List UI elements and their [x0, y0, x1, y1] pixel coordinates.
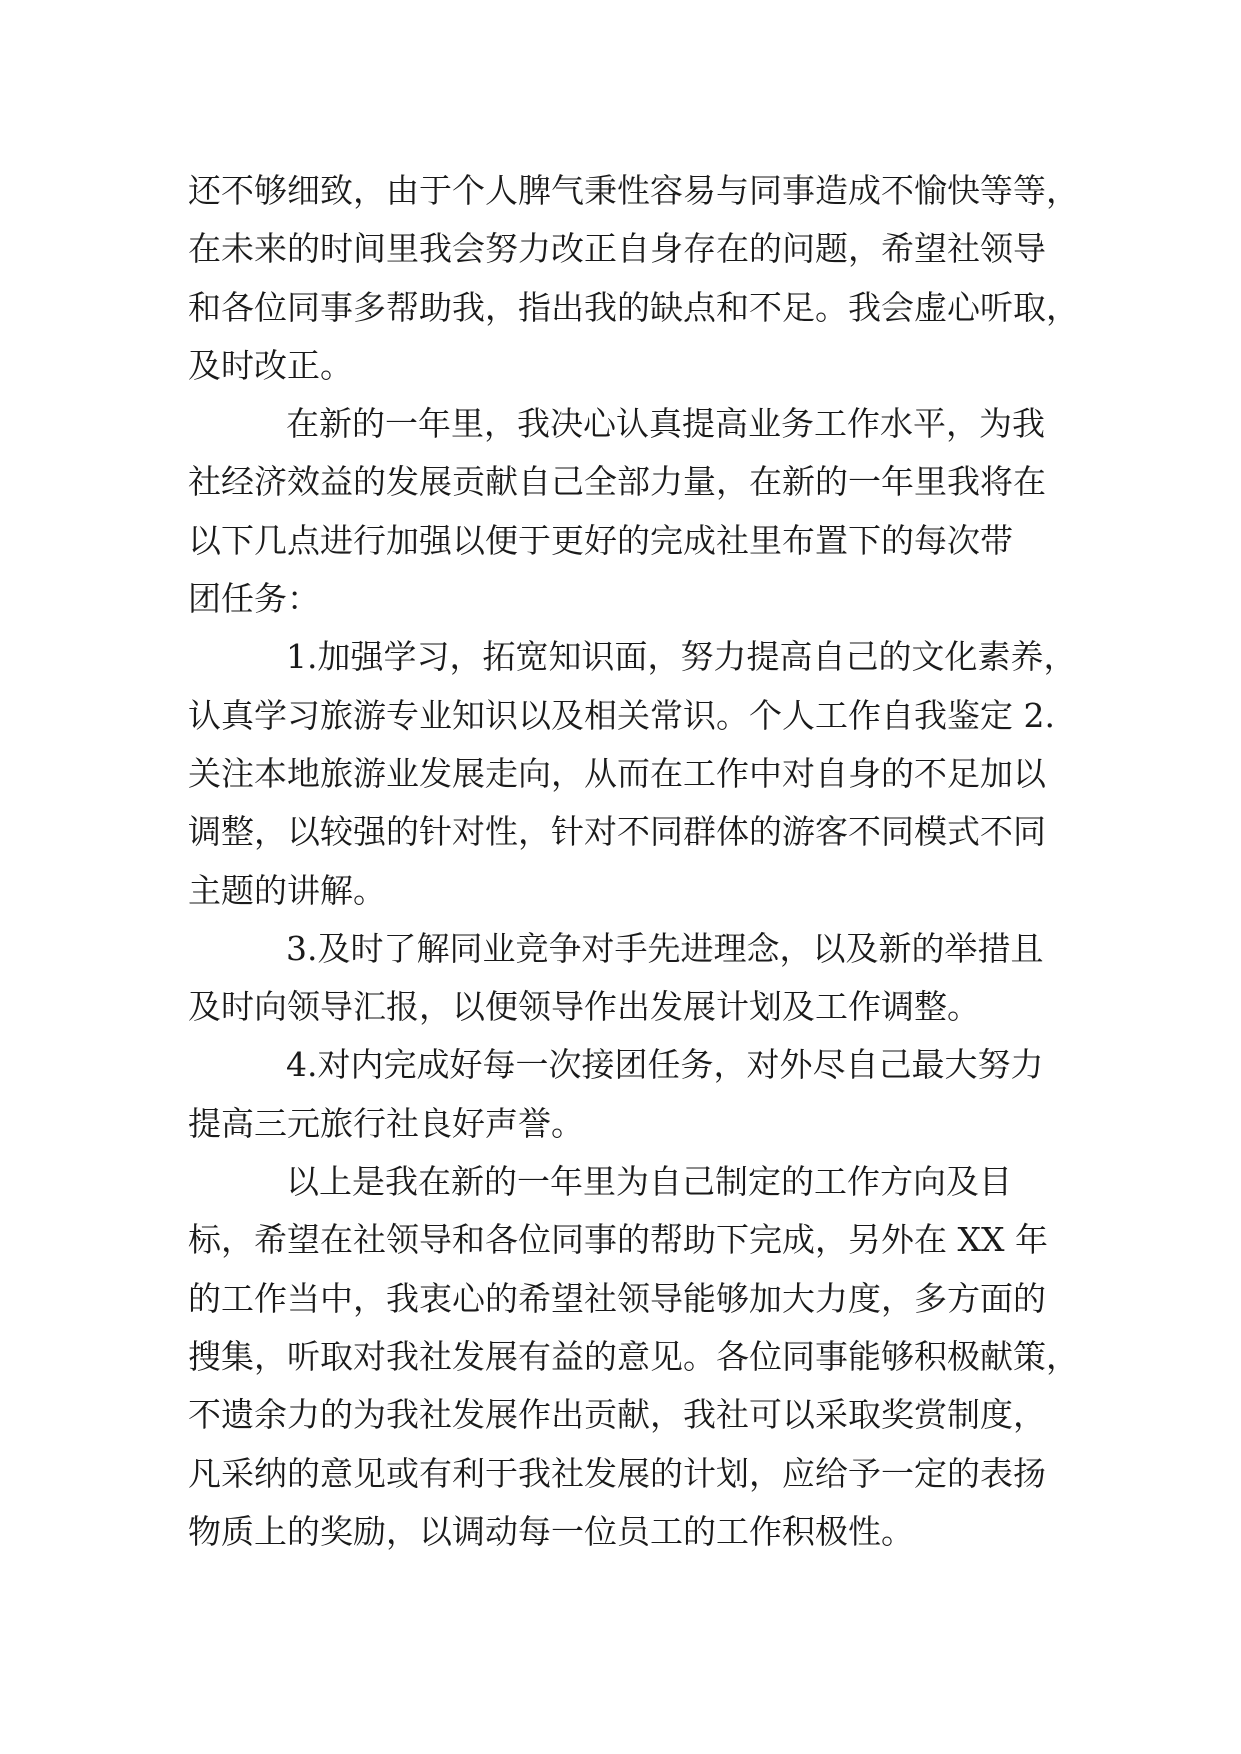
text-line: 关注本地旅游业发展走向，从而在工作中对自身的不足加以 — [188, 753, 1046, 793]
text-line: 提高三元旅行社良好声誉。 — [188, 1103, 584, 1143]
text-line: 凡采纳的意见或有利于我社发展的计划，应给予一定的表扬 — [188, 1453, 1046, 1493]
paragraph-6 — [188, 1153, 1079, 1561]
paragraph-3 — [188, 628, 1077, 919]
text-line: 在未来的时间里我会努力改正自身存在的问题，希望社领导 — [188, 229, 1046, 269]
text-line: 不遗余力的为我社发展作出贡献，我社可以采取奖赏制度， — [188, 1395, 1046, 1435]
text-line: 还不够细致，由于个人脾气秉性容易与同事造成不愉快等等， — [188, 171, 1079, 210]
text-line: 以下几点进行加强以便于更好的完成社里布置下的每次带 — [188, 520, 1013, 560]
document-body — [188, 162, 1079, 1561]
text-line: 团任务： — [188, 579, 320, 619]
text-line: 社经济效益的发展贡献自己全部力量，在新的一年里我将在 — [188, 462, 1046, 502]
text-line: 3.及时了解同业竞争对手先进理念，以及新的举措且 — [286, 928, 1044, 968]
text-line: 调整，以较强的针对性，针对不同群体的游客不同模式不同 — [188, 812, 1046, 852]
text-line: 及时向领导汇报，以便领导作出发展计划及工作调整。 — [188, 987, 980, 1027]
text-line: 及时改正。 — [188, 345, 353, 385]
text-line: 物质上的奖励，以调动每一位员工的工作积极性。 — [188, 1511, 914, 1551]
text-line: 认真学习旅游专业知识以及相关常识。个人工作自我鉴定 2. — [188, 695, 1055, 735]
text-line: 以上是我在新的一年里为自己制定的工作方向及目 — [286, 1162, 1012, 1202]
text-line: 和各位同事多帮助我，指出我的缺点和不足。我会虚心听取， — [188, 287, 1079, 327]
text-line: 标，希望在社领导和各位同事的帮助下完成，另外在 XX 年 — [188, 1220, 1048, 1260]
paragraph-1 — [188, 162, 1079, 395]
paragraph-4 — [188, 920, 1058, 1037]
paragraph-5 — [188, 1036, 1058, 1153]
text-line: 1.加强学习，拓宽知识面，努力提高自己的文化素养， — [286, 637, 1077, 677]
text-line: 搜集，听取对我社发展有益的意见。各位同事能够积极献策， — [188, 1336, 1079, 1376]
text-line: 4.对内完成好每一次接团任务，对外尽自己最大努力 — [286, 1045, 1044, 1085]
paragraph-2 — [188, 395, 1058, 628]
text-line: 主题的讲解。 — [188, 870, 386, 910]
text-line: 在新的一年里，我决心认真提高业务工作水平，为我 — [286, 404, 1045, 444]
text-line: 的工作当中，我衷心的希望社领导能够加大力度，多方面的 — [188, 1278, 1046, 1318]
